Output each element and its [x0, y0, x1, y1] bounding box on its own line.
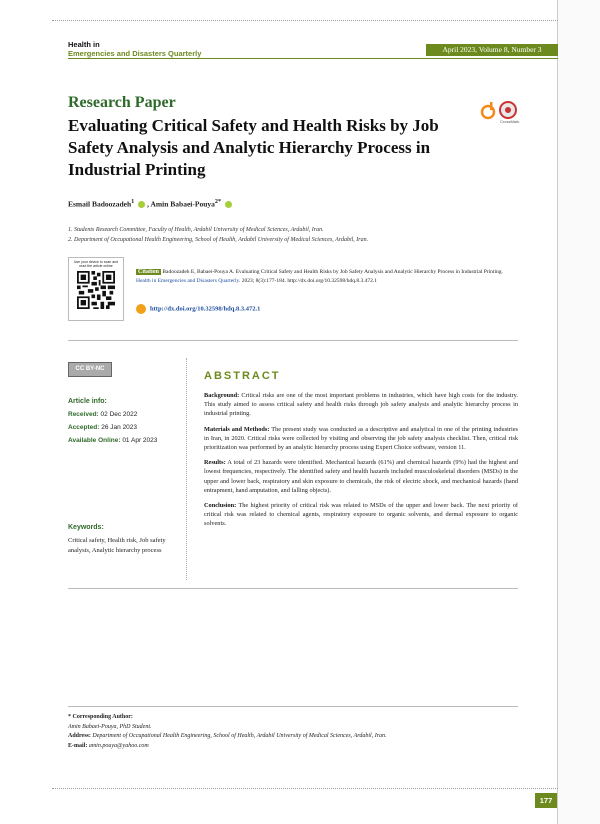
- affiliation-2: 2. Department of Occupational Health Engineering, School of Health, Ardabil University of Medical Sciences, Ardabil, Iran.: [68, 237, 369, 243]
- address-text: Department of Occupational Health Engineering, School of Health, Ardabil University of Medical Sciences, Ardabil, Iran.: [92, 733, 387, 739]
- affiliation-1: 1. Students Research Committee, Faculty of Health, Ardabil University of Medical Sciences, Ardabil, Iran.: [68, 227, 324, 233]
- abstract-title: ABSTRACT: [204, 370, 281, 382]
- orcid-icon[interactable]: [138, 201, 145, 208]
- journal-name-line2: Emergencies and Disasters Quarterly: [68, 49, 202, 58]
- qr-code-icon: [77, 271, 115, 309]
- section-type: Research Paper: [68, 94, 176, 111]
- page-number: 177: [535, 793, 557, 808]
- address-label: Address:: [68, 733, 91, 739]
- bottom-dotted-divider: [52, 788, 558, 789]
- corresponding-author: [68, 713, 518, 751]
- received-date: [68, 411, 137, 418]
- cc-license-badge[interactable]: CC BY-NC: [68, 362, 112, 377]
- author-2[interactable]: Amin Babaei-Pouya: [150, 199, 215, 209]
- author-separator: ,: [147, 199, 151, 209]
- corresponding-rule: [68, 706, 518, 707]
- accepted-label: Accepted:: [68, 424, 100, 431]
- received-label: Received:: [68, 411, 99, 418]
- methods-label: Materials and Methods:: [204, 425, 270, 433]
- abstract-conclusion: [204, 501, 518, 529]
- abstract-methods: [204, 425, 518, 453]
- journal-name: [68, 40, 201, 58]
- accepted-date: [68, 424, 137, 431]
- column-divider: [186, 358, 187, 580]
- article-title: Evaluating Critical Safety and Health Risks by Job Safety Analysis and Analytic Hierarchy Process in Industrial Printing: [68, 116, 439, 179]
- methods-text: The present study was conducted as a descriptive and analytical in one of the printing industries in Iran, in 2020. Critical risks were collected by visiting and observing the job safety analysis checklist. Then, critical risk prioritization was performed by an analytic hierarchy process using Expert Choice software, version 11.: [204, 425, 518, 452]
- background-text: Critical risks are one of the most important problems in industries, which have high costs for the industry. This study aimed to assess critical safety and health risks through job safety analysis and analytic hierarchy process in industrial printing.: [204, 392, 518, 418]
- abstract-results: [204, 458, 518, 495]
- keywords-text: Critical safety, Health risk, Job safety analysis, Analytic hierarchy process: [68, 537, 166, 554]
- citation-text-before: Badoozadeh E, Babaei-Pouya A. Evaluating Critical Safety and Health Risks by Job Safety Analysis and Analytic Hierarchy Process in Industrial Printing.: [161, 269, 503, 275]
- results-text: A total of 23 hazards were identified. Mechanical hazards (61%) and chemical hazards (9%) had the highest and lowest frequencies, respectively. The identified safety and health hazards included musculoskeletal disorders (MSDs) in the upper and lower back, respiratory and skin exposure to chemicals, the risk of electric shock, and mechanical hazards (hand entrapment, hand amputation, and falling objects).: [204, 459, 518, 494]
- affiliations: [68, 225, 528, 245]
- citation-block: [136, 268, 516, 286]
- page-margin-strip: [557, 0, 600, 824]
- accepted-value: 26 Jan 2023: [101, 424, 138, 431]
- received-value: 02 Dec 2022: [100, 411, 138, 418]
- author-1-affil: 1: [131, 198, 135, 205]
- abstract-bottom-rule: [68, 588, 518, 589]
- results-label: Results:: [204, 459, 226, 467]
- orcid-icon[interactable]: [225, 201, 232, 208]
- top-dotted-divider: [52, 20, 558, 21]
- article-info-title: Article info:: [68, 398, 107, 405]
- online-date: [68, 437, 157, 444]
- online-label: Available Online:: [68, 437, 121, 444]
- open-access-icon: [480, 98, 520, 124]
- email-text[interactable]: amin.pouya@yahoo.com: [88, 742, 149, 749]
- email-label: E-mail:: [68, 742, 88, 749]
- corresponding-name: Amin Babaei-Pouya, PhD Student.: [68, 723, 152, 730]
- doi-icon: [136, 304, 146, 314]
- background-label: Background:: [204, 392, 240, 399]
- abstract-body: [204, 391, 518, 535]
- qr-caption: Use your device to scan and read the article online: [73, 260, 119, 268]
- author-1[interactable]: Esmail Badoozadeh: [68, 199, 132, 209]
- authors: [68, 198, 234, 209]
- keywords-title: Keywords:: [68, 524, 104, 531]
- section-divider: [68, 340, 518, 341]
- svg-text:CrossMark: CrossMark: [500, 119, 520, 124]
- citation-journal-link[interactable]: Health in Emergencies and Disasters Quarterly: [136, 278, 239, 284]
- conclusion-text: The highest priority of critical risk was related to MSDs of the upper and lower back. The next priority of critical risk was related to chemical agents, respiratory exposure to organic solvents, and dermal exposure to organic solvents.: [204, 502, 518, 528]
- issue-banner: April 2023, Volume 8, Number 3: [426, 44, 558, 56]
- qr-code-box[interactable]: [68, 257, 124, 321]
- abstract-background: [204, 391, 518, 419]
- online-value: 01 Apr 2023: [122, 437, 158, 444]
- corresponding-title: * Corresponding Author:: [68, 714, 133, 720]
- doi-link[interactable]: http://dx.doi.org/10.32598/hdq.8.3.472.1: [150, 305, 261, 313]
- journal-name-line1: Health in: [68, 40, 100, 49]
- header-rule: [68, 58, 558, 59]
- citation-label: Citation: [138, 269, 159, 275]
- author-2-affil: 2*: [214, 198, 222, 205]
- conclusion-label: Conclusion:: [204, 502, 237, 510]
- doi-line[interactable]: [136, 304, 260, 314]
- open-access-crossmark-icons[interactable]: [480, 98, 520, 124]
- citation-text-after: . 2023; 8(3):177-184. http://dx.doi.org/10.32598/hdq.8.3.472.1: [238, 278, 377, 284]
